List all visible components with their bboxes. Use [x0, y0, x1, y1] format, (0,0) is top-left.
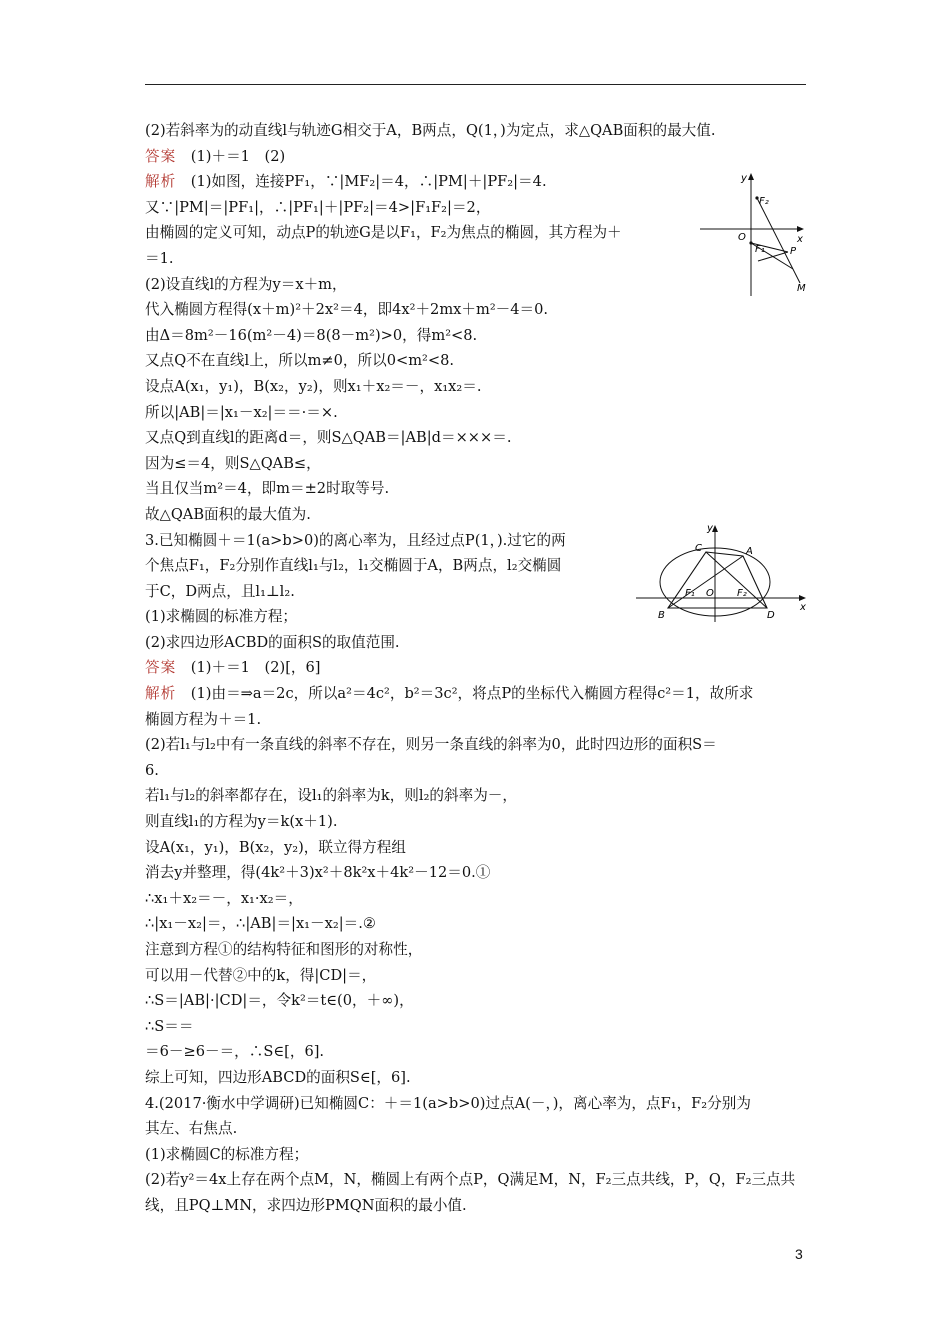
label-c: C [695, 543, 702, 554]
solution-label: 解析 [145, 685, 177, 703]
figure-trajectory-svg [700, 168, 812, 298]
text-line [145, 144, 810, 170]
text-line: 则直线l₁的方程为y＝k(x＋1). [145, 813, 338, 831]
text-line: 若l₁与l₂的斜率都存在，设l₁的斜率为k，则l₂的斜率为－， [145, 787, 517, 805]
text-line: 注意到方程①的结构特征和图形的对称性， [145, 941, 423, 958]
text-line: 个焦点F₁，F₂分别作直线l₁与l₂，l₁交椭圆于A，B两点，l₂交椭圆 [145, 557, 562, 575]
text-line: ＝6－≥6－＝，∴S∈[，6]. [145, 1043, 325, 1061]
label-o: O [706, 588, 714, 599]
label-y: y [741, 173, 747, 184]
x-axis-arrow [799, 595, 806, 601]
line-text: (1)＋＝1 (2) [176, 147, 286, 165]
text-line: ∴x₁＋x₂＝－，x₁·x₂＝， [145, 889, 303, 907]
answer-label: 答案 [145, 659, 177, 677]
quadrilateral [668, 552, 767, 608]
label-x: x [797, 234, 803, 245]
text-line: (2)设直线l的方程为y＝x＋m， [145, 275, 347, 293]
label-x: x [800, 602, 806, 613]
text-line: 于C，D两点，且l₁⊥l₂. [145, 582, 295, 600]
text-line: ∴S＝＝ [145, 1017, 194, 1035]
label-m: M [797, 283, 806, 294]
line-text: (1)由＝⇒a＝2c，所以a²＝4c²，b²＝3c²，将点P的坐标代入椭圆方程得c²＝1，故所求 [176, 685, 754, 703]
label-b: B [658, 610, 665, 621]
text-line: 当且仅当m²＝4，即m＝±2时取等号. [145, 480, 390, 498]
label-f2: F₂ [737, 588, 747, 599]
point-f1 [749, 241, 752, 244]
label-f1: F₁ [685, 588, 695, 599]
text-line: 故△QAB面积的最大值为. [145, 505, 311, 523]
text-line: 椭圆方程为＋＝1. [145, 710, 262, 728]
text-line: 所以|AB|＝|x₁－x₂|＝＝·＝×. [145, 403, 338, 421]
label-o: O [738, 232, 746, 243]
label-a: A [746, 546, 753, 557]
y-axis-arrow [748, 173, 754, 180]
text-line [145, 655, 810, 681]
label-p: P [790, 246, 797, 257]
text-line: 综上可知，四边形ABCD的面积S∈[，6]. [145, 1068, 411, 1086]
text-line: 因为≤＝4，则S△QAB≤， [145, 454, 321, 472]
text-line: ＝1. [145, 249, 174, 267]
text-line: 4.(2017·衡水中学调研)已知椭圆C：＋＝1(a>b>0)过点A(－，)，离心率为，点F₁，F₂分别为 [145, 1094, 751, 1112]
text-line: (2)若y²＝4x上存在两个点M，N，椭圆上有两个点P，Q满足M，N，F₂三点共线，P，Q，F₂三点共 [145, 1171, 796, 1189]
segment-f2-m [757, 198, 800, 283]
text-line: 消去y并整理，得(4k²＋3)x²＋8k²x＋4k²－12＝0.① [145, 864, 491, 882]
text-line: 6. [145, 761, 159, 779]
solution-label: 解析 [145, 173, 177, 191]
text-line: (1)求椭圆C的标准方程； [145, 1145, 309, 1163]
text-line: (2)求四边形ACBD的面积S的取值范围. [145, 633, 400, 651]
text-line: 由Δ＝8m²－16(m²－4)＝8(8－m²)>0，得m²<8. [145, 326, 478, 344]
text-line [145, 169, 705, 195]
text-line: (2)若l₁与l₂中有一条直线的斜率不存在，则另一条直线的斜率为0，此时四边形的面积S＝ [145, 736, 717, 754]
text-line: 线，且PQ⊥MN，求四边形PMQN面积的最小值. [145, 1196, 467, 1214]
text-line: (2)若斜率为的动直线l与轨迹G相交于A，B两点，Q(1，)为定点，求△QAB面积的最大值. [145, 122, 716, 139]
text-line: 由椭圆的定义可知，动点P的轨迹G是以F₁，F₂为焦点的椭圆，其方程为＋ [145, 224, 622, 242]
figure-ellipse-svg [636, 520, 812, 624]
line-text: (1)＋＝1 (2)[，6] [176, 659, 321, 677]
text-line: 又点Q到直线l的距离d＝，则S△QAB＝|AB|d＝×××＝. [145, 429, 512, 447]
answer-label: 答案 [145, 147, 177, 165]
line-text: (1)如图，连接PF₁，∵|MF₂|＝4，∴|PM|＋|PF₂|＝4. [176, 173, 547, 191]
text-line: 其左、右焦点. [145, 1120, 238, 1138]
text-line: 可以用－代替②中的k，得|CD|＝， [145, 966, 377, 984]
label-f2: F₂ [759, 196, 769, 207]
figure-ellipse [636, 520, 812, 628]
line-l1 [668, 556, 743, 608]
text-line: 代入椭圆方程得(x＋m)²＋2x²＝4，即4x²＋2mx＋m²－4＝0. [145, 301, 549, 319]
figure-trajectory [700, 168, 812, 302]
label-y: y [707, 523, 713, 534]
text-line: 设点A(x₁，y₁)，B(x₂，y₂)，则x₁＋x₂＝－，x₁x₂＝. [145, 377, 482, 395]
x-axis-arrow [797, 226, 804, 232]
text-line: 3.已知椭圆＋＝1(a>b>0)的离心率为，且经过点P(1，).过它的两 [145, 531, 566, 549]
page-number: 3 [795, 1246, 803, 1262]
text-line: ∴S＝|AB|·|CD|＝，令k²＝t∈(0，＋∞)， [145, 992, 414, 1010]
text-line [145, 681, 810, 707]
label-d: D [767, 610, 775, 621]
label-f1: F₁ [755, 244, 765, 255]
text-line: (1)求椭圆的标准方程； [145, 608, 298, 626]
text-line: 又点Q不在直线l上，所以m≠0，所以0<m²<8. [145, 352, 455, 370]
text-line: ∴|x₁－x₂|＝，∴|AB|＝|x₁－x₂|＝.② [145, 915, 376, 933]
header-rule [145, 84, 806, 85]
text-line: 又∵|PM|＝|PF₁|，∴|PF₁|＋|PF₂|＝4>|F₁F₂|＝2， [145, 198, 491, 216]
text-line: 设A(x₁，y₁)，B(x₂，y₂)，联立得方程组 [145, 838, 406, 856]
